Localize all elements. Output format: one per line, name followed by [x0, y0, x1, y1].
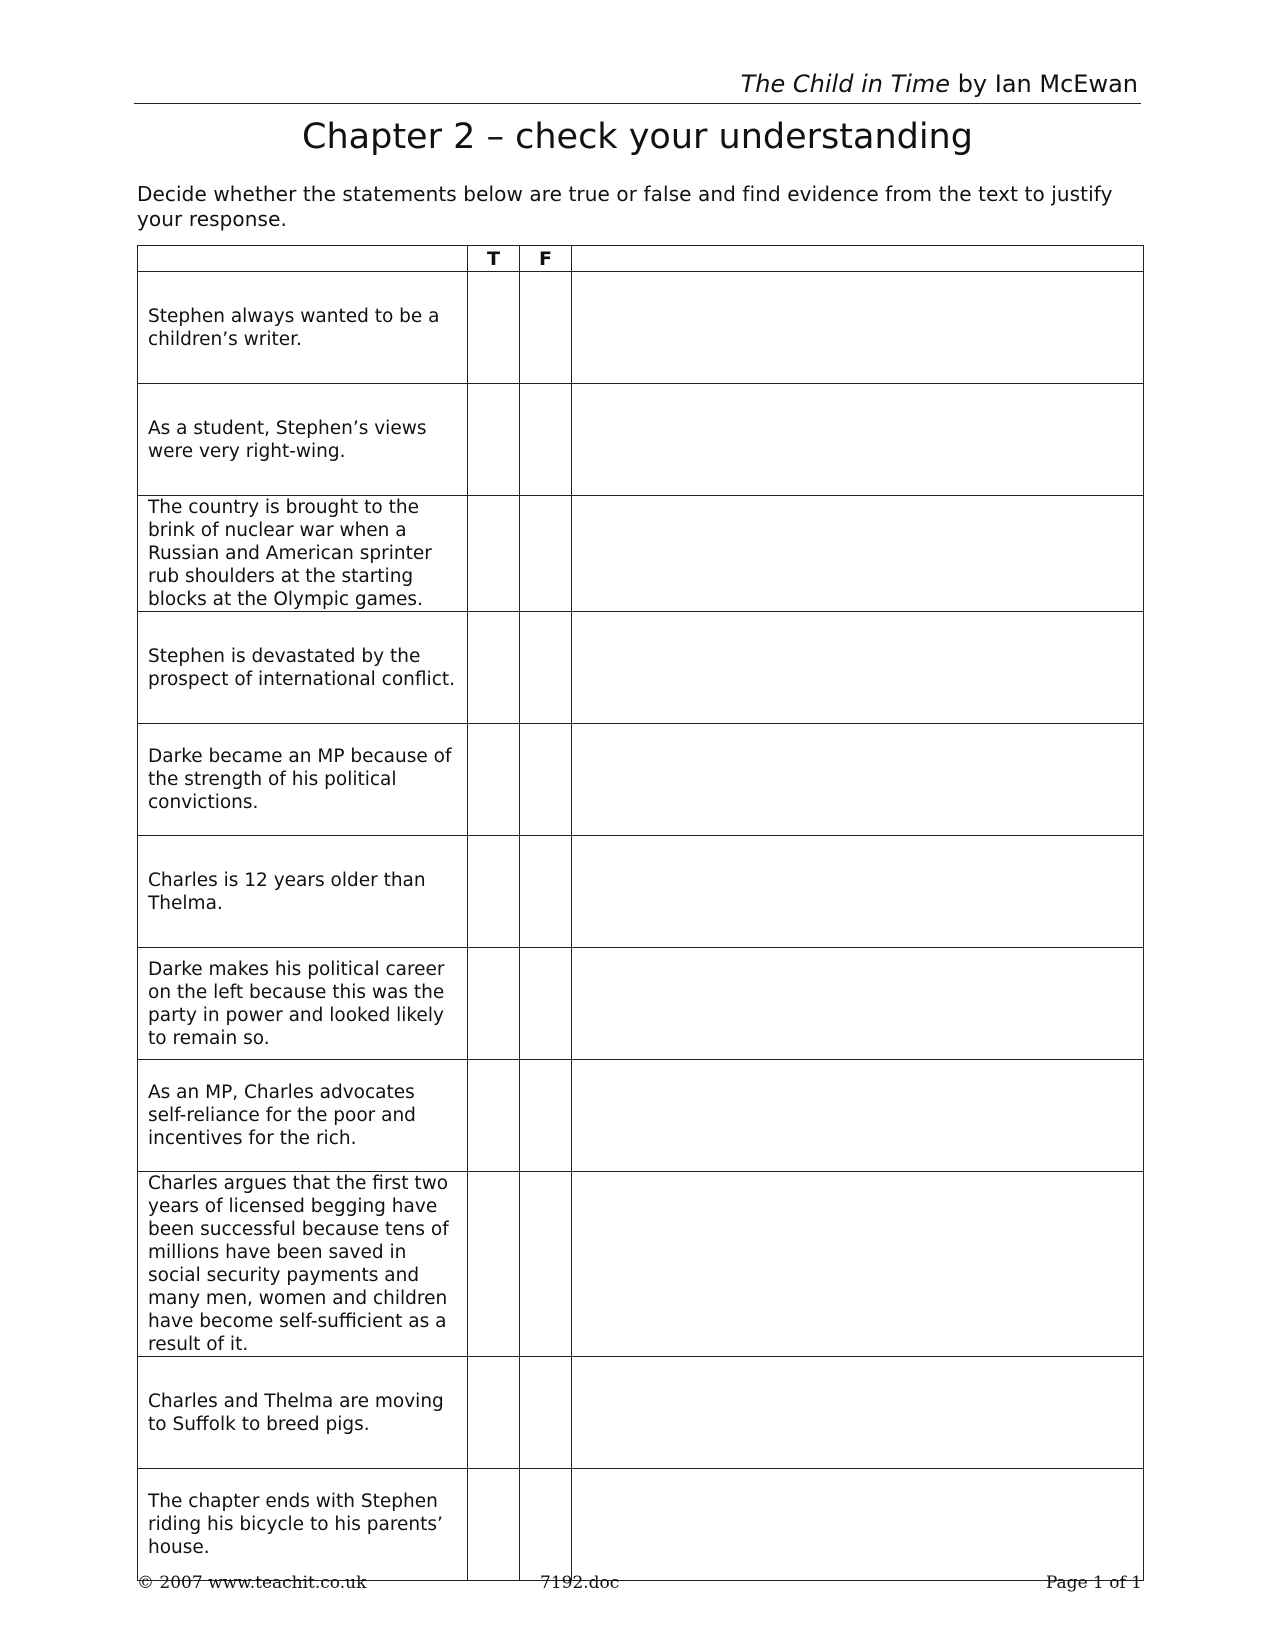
footer-copyright: © 2007 www.teachit.co.uk	[137, 1573, 367, 1593]
statement-cell: As an MP, Charles advocates self-reliance for the poor and incentives for the rich.	[138, 1060, 468, 1172]
table-row	[138, 724, 1144, 836]
true-checkbox-cell[interactable]	[468, 384, 520, 496]
evidence-cell[interactable]	[572, 1469, 1144, 1581]
evidence-cell[interactable]	[572, 948, 1144, 1060]
evidence-cell[interactable]	[572, 836, 1144, 948]
evidence-cell[interactable]	[572, 1060, 1144, 1172]
statement-cell: The country is brought to the brink of nuclear war when a Russian and American sprinter rub shoulders at the starting blocks at the Olympic games.	[138, 496, 468, 612]
evidence-cell[interactable]	[572, 612, 1144, 724]
true-checkbox-cell[interactable]	[468, 724, 520, 836]
true-checkbox-cell[interactable]	[468, 1357, 520, 1469]
page-title: Chapter 2 – check your understanding	[302, 117, 973, 157]
true-checkbox-cell[interactable]	[468, 1469, 520, 1581]
true-checkbox-cell[interactable]	[468, 948, 520, 1060]
book-title: The Child in Time	[740, 70, 951, 98]
false-checkbox-cell[interactable]	[520, 1469, 572, 1581]
evidence-cell[interactable]	[572, 1357, 1144, 1469]
table-row	[138, 836, 1144, 948]
document-source	[741, 68, 1138, 100]
instructions: Decide whether the statements below are true or false and find evidence from the text to justify your response.	[137, 182, 1113, 231]
statement-cell: Darke became an MP because of the strength of his political convictions.	[138, 724, 468, 836]
false-checkbox-cell[interactable]	[520, 496, 572, 612]
statement-cell: Charles and Thelma are moving to Suffolk to breed pigs.	[138, 1357, 468, 1469]
table-row	[138, 948, 1144, 1060]
statement-header	[138, 246, 468, 272]
table-row	[138, 1172, 1144, 1357]
false-header: F	[520, 246, 572, 272]
statement-cell: Charles argues that the first two years of licensed begging have been successful because tens of millions have been saved in social security payments and many men, women and children have become self-sufficient as a result of it.	[138, 1172, 468, 1357]
evidence-cell[interactable]	[572, 384, 1144, 496]
table-row	[138, 496, 1144, 612]
false-checkbox-cell[interactable]	[520, 1357, 572, 1469]
statement-cell: Charles is 12 years older than Thelma.	[138, 836, 468, 948]
false-checkbox-cell[interactable]	[520, 948, 572, 1060]
false-checkbox-cell[interactable]	[520, 272, 572, 384]
false-checkbox-cell[interactable]	[520, 1172, 572, 1357]
evidence-cell[interactable]	[572, 1172, 1144, 1357]
true-checkbox-cell[interactable]	[468, 272, 520, 384]
author-credit: by Ian McEwan	[950, 70, 1138, 98]
table-row	[138, 272, 1144, 384]
statement-cell: The chapter ends with Stephen riding his bicycle to his parents’ house.	[138, 1469, 468, 1581]
table-row	[138, 1060, 1144, 1172]
false-checkbox-cell[interactable]	[520, 724, 572, 836]
false-checkbox-cell[interactable]	[520, 384, 572, 496]
header-divider	[134, 103, 1141, 104]
table-row	[138, 1357, 1144, 1469]
true-checkbox-cell[interactable]	[468, 1060, 520, 1172]
true-checkbox-cell[interactable]	[468, 1172, 520, 1357]
evidence-header	[572, 246, 1144, 272]
evidence-cell[interactable]	[572, 496, 1144, 612]
table-header-row	[138, 246, 1144, 272]
table-row	[138, 612, 1144, 724]
true-checkbox-cell[interactable]	[468, 496, 520, 612]
statement-cell: Stephen is devastated by the prospect of international conflict.	[138, 612, 468, 724]
table-row	[138, 1469, 1144, 1581]
statement-cell: Darke makes his political career on the left because this was the party in power and looked likely to remain so.	[138, 948, 468, 1060]
evidence-cell[interactable]	[572, 272, 1144, 384]
false-checkbox-cell[interactable]	[520, 1060, 572, 1172]
evidence-cell[interactable]	[572, 724, 1144, 836]
false-checkbox-cell[interactable]	[520, 612, 572, 724]
table-row	[138, 384, 1144, 496]
true-false-table	[137, 245, 1144, 1581]
statement-cell: Stephen always wanted to be a children’s writer.	[138, 272, 468, 384]
true-header: T	[468, 246, 520, 272]
false-checkbox-cell[interactable]	[520, 836, 572, 948]
footer-doc-id: 7192.doc	[540, 1573, 620, 1593]
true-checkbox-cell[interactable]	[468, 836, 520, 948]
statement-cell: As a student, Stephen’s views were very right-wing.	[138, 384, 468, 496]
true-checkbox-cell[interactable]	[468, 612, 520, 724]
footer-page-number: Page 1 of 1	[1045, 1573, 1142, 1593]
